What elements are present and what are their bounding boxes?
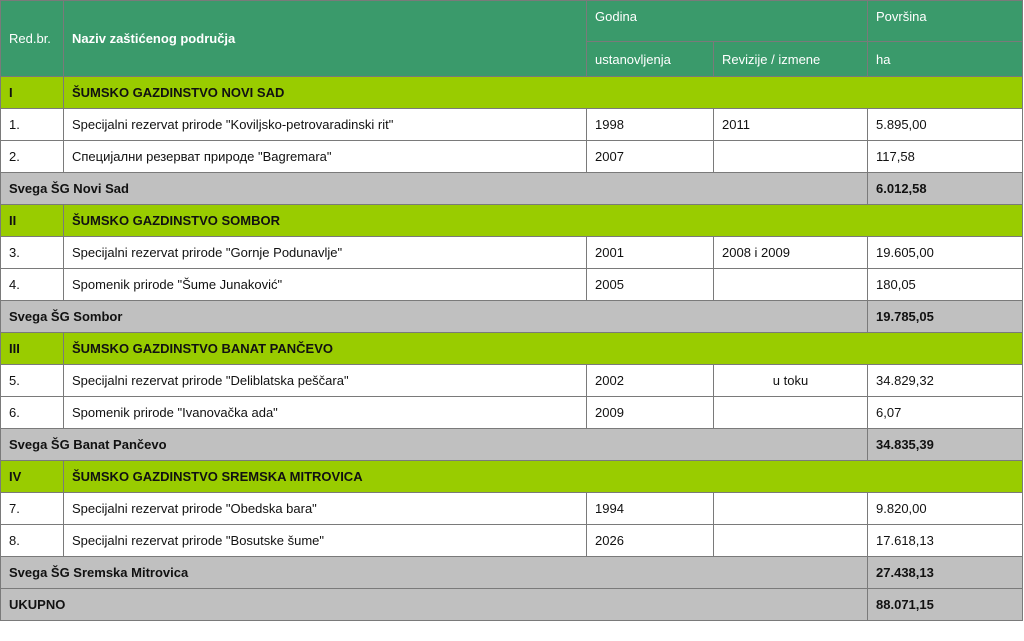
row-number: 2.: [1, 141, 64, 173]
row-established: 1994: [587, 493, 714, 525]
header-naziv: Naziv zaštićenog područja: [64, 1, 587, 77]
row-number: 6.: [1, 397, 64, 429]
subtotal-label: Svega ŠG Sremska Mitrovica: [1, 557, 868, 589]
row-area: 34.829,32: [868, 365, 1023, 397]
table-row: [1, 397, 1023, 429]
subtotal-row: [1, 557, 1023, 589]
row-established: 2026: [587, 525, 714, 557]
row-established: 1998: [587, 109, 714, 141]
row-revision: 2011: [714, 109, 868, 141]
row-number: 8.: [1, 525, 64, 557]
row-name: Spomenik prirode "Šume Junaković": [64, 269, 587, 301]
subtotal-row: [1, 429, 1023, 461]
table-row: [1, 269, 1023, 301]
section-number: IV: [1, 461, 64, 493]
table-row: [1, 109, 1023, 141]
row-area: 19.605,00: [868, 237, 1023, 269]
section-number: III: [1, 333, 64, 365]
row-revision: [714, 269, 868, 301]
row-name: Specijalni rezervat prirode "Obedska bara": [64, 493, 587, 525]
subtotal-value: 27.438,13: [868, 557, 1023, 589]
section-number: II: [1, 205, 64, 237]
row-name: Specijalni rezervat prirode "Gornje Podunavlje": [64, 237, 587, 269]
row-revision: [714, 397, 868, 429]
row-name: Specijalni rezervat prirode "Bosutske šume": [64, 525, 587, 557]
row-established: 2001: [587, 237, 714, 269]
row-name: Specijalni rezervat prirode "Koviljsko-petrovaradinski rit": [64, 109, 587, 141]
row-revision: [714, 525, 868, 557]
row-area: 9.820,00: [868, 493, 1023, 525]
row-number: 3.: [1, 237, 64, 269]
row-area: 5.895,00: [868, 109, 1023, 141]
subtotal-label: Svega ŠG Sombor: [1, 301, 868, 333]
row-revision: u toku: [714, 365, 868, 397]
section-number: I: [1, 77, 64, 109]
subtotal-row: [1, 301, 1023, 333]
table-row: [1, 365, 1023, 397]
section-row: [1, 461, 1023, 493]
row-established: 2002: [587, 365, 714, 397]
subtotal-value: 19.785,05: [868, 301, 1023, 333]
table-row: [1, 237, 1023, 269]
total-value: 88.071,15: [868, 589, 1023, 621]
row-revision: [714, 141, 868, 173]
row-name: Specijalni rezervat prirode "Deliblatska peščara": [64, 365, 587, 397]
header-revizije: Revizije / izmene: [714, 42, 868, 77]
section-row: [1, 77, 1023, 109]
subtotal-label: Svega ŠG Banat Pančevo: [1, 429, 868, 461]
header-red-br: Red.br.: [1, 1, 64, 77]
row-number: 1.: [1, 109, 64, 141]
row-area: 117,58: [868, 141, 1023, 173]
subtotal-value: 34.835,39: [868, 429, 1023, 461]
subtotal-row: [1, 173, 1023, 205]
header-povrsina: Površina: [868, 1, 1023, 42]
subtotal-value: 6.012,58: [868, 173, 1023, 205]
row-established: 2005: [587, 269, 714, 301]
section-title: ŠUMSKO GAZDINSTVO NOVI SAD: [64, 77, 1023, 109]
row-name: Специјални резерват природе "Bagremara": [64, 141, 587, 173]
row-area: 180,05: [868, 269, 1023, 301]
row-number: 4.: [1, 269, 64, 301]
header-ha: ha: [868, 42, 1023, 77]
total-row: [1, 589, 1023, 621]
table-row: [1, 525, 1023, 557]
section-title: ŠUMSKO GAZDINSTVO SREMSKA MITROVICA: [64, 461, 1023, 493]
subtotal-label: Svega ŠG Novi Sad: [1, 173, 868, 205]
header-ustanovljenja: ustanovljenja: [587, 42, 714, 77]
header-godina: Godina: [587, 1, 868, 42]
section-row: [1, 205, 1023, 237]
row-area: 17.618,13: [868, 525, 1023, 557]
section-row: [1, 333, 1023, 365]
section-title: ŠUMSKO GAZDINSTVO SOMBOR: [64, 205, 1023, 237]
row-number: 5.: [1, 365, 64, 397]
row-name: Spomenik prirode "Ivanovačka ada": [64, 397, 587, 429]
row-established: 2007: [587, 141, 714, 173]
row-established: 2009: [587, 397, 714, 429]
section-title: ŠUMSKO GAZDINSTVO BANAT PANČEVO: [64, 333, 1023, 365]
table-row: [1, 493, 1023, 525]
row-revision: 2008 i 2009: [714, 237, 868, 269]
table-row: [1, 141, 1023, 173]
row-area: 6,07: [868, 397, 1023, 429]
row-revision: [714, 493, 868, 525]
total-label: UKUPNO: [1, 589, 868, 621]
row-number: 7.: [1, 493, 64, 525]
